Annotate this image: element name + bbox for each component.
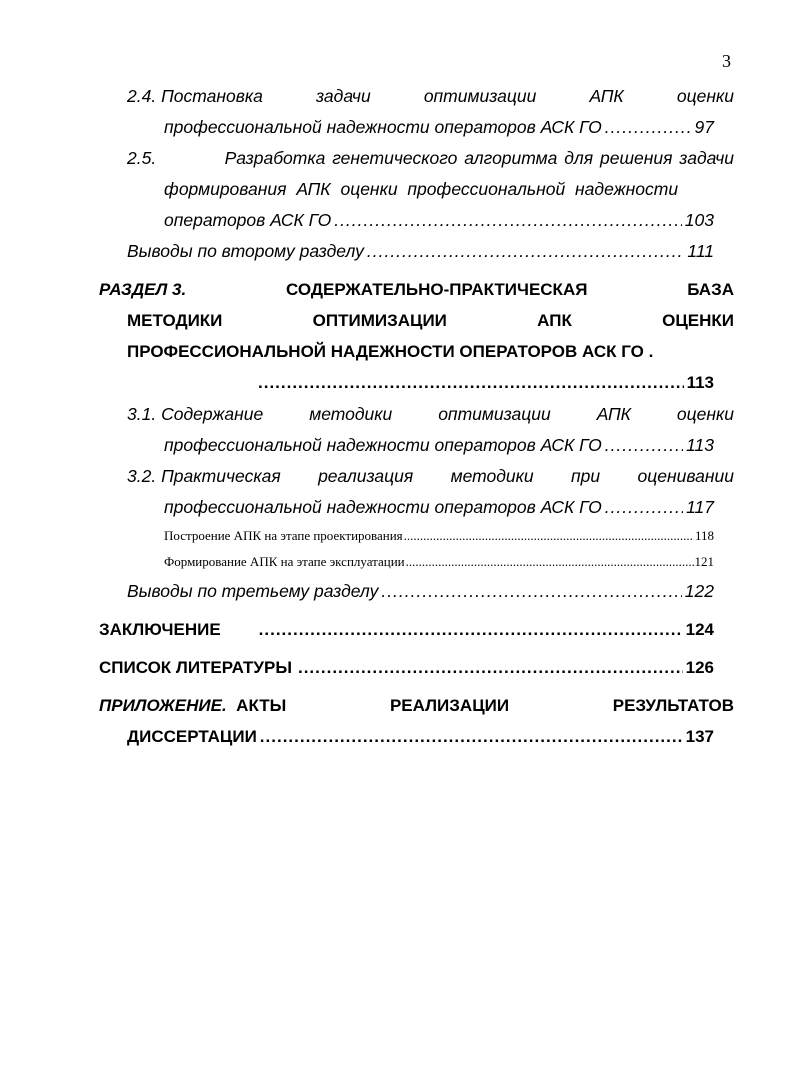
page-ref: 113 [686,435,714,455]
toc-entry-references[interactable]: СПИСОК ЛИТЕРАТУРЫ ..... 126 [99,657,714,679]
appendix-label: ПРИЛОЖЕНИЕ. [99,696,227,715]
dot-leader [404,528,694,544]
page-ref: 103 [684,210,714,230]
toc-entry-appendix-line2[interactable]: ДИССЕРТАЦИИ ..... 137 [127,726,714,748]
page-ref: 121 [694,554,714,569]
toc-entry-part-3-page [258,372,714,394]
toc-entry-3-2-line2[interactable]: профессиональной надежности операторов АСК ГО ..... 117 [164,496,714,518]
toc-entry-2-5-line1[interactable]: 2.5. Разработка генетического алгоритма для решения задачи [127,148,734,168]
toc-subentry-operation[interactable]: Формирование АПК на этапе эксплуатации ..... 121 [164,554,714,570]
dot-leader [334,209,682,231]
dot-leader [259,619,683,641]
dot-leader [258,372,684,394]
section-number: 3.2. [127,466,157,486]
page-ref: 122 [684,581,714,601]
toc-entry-conclusion[interactable]: ЗАКЛЮЧЕНИЕ ..... 124 [99,619,714,641]
dot-leader [406,554,694,570]
dot-leader [605,434,683,456]
page-ref: 97 [694,117,714,137]
toc-entry-part-3-line1[interactable]: РАЗДЕЛ 3. СОДЕРЖАТЕЛЬНО-ПРАКТИЧЕСКАЯ БАЗА [99,280,734,299]
page-ref: 137 [685,727,714,746]
toc-entry-conclusions-3[interactable]: Выводы по третьему разделу ..... 122 [127,580,714,602]
toc-entry-3-1-line2[interactable]: профессиональной надежности операторов АСК ГО ..... 113 [164,434,714,456]
toc-entry-part-3-line3: ПРОФЕССИОНАЛЬНОЙ НАДЕЖНОСТИ ОПЕРАТОРОВ АСК ГО . [127,342,654,361]
toc-entry-3-1-line1[interactable]: 3.1. Содержание методики оптимизации АПК оценки [127,404,734,424]
page-number: 3 [722,51,731,71]
page-ref: 113 [686,373,714,392]
dot-leader [381,580,681,602]
dot-leader [605,116,692,138]
dot-leader [367,240,685,262]
dot-leader [260,726,683,748]
toc-entry-2-5-line3[interactable]: операторов АСК ГО ..... 103 [164,209,714,231]
toc-entry-conclusions-2[interactable]: Выводы по второму разделу ..... 111 [127,240,714,262]
dot-leader [605,496,683,518]
toc-entry-part-3-line2: МЕТОДИКИ ОПТИМИЗАЦИИ АПК ОЦЕНКИ [127,311,734,330]
toc-subentry-design[interactable]: Построение АПК на этапе проектирования ..... 118 [164,528,714,544]
section-number: 3.1. [127,404,157,424]
page-ref: 124 [685,620,714,639]
page-ref: 111 [687,241,714,261]
part-label: РАЗДЕЛ 3. [99,280,187,299]
page-ref: 117 [686,497,714,517]
toc-entry-2-5-line2[interactable]: формирования АПК оценки профессиональной надежности [164,179,679,199]
toc-entry-2-4-line2[interactable]: профессиональной надежности операторов АСК ГО ..... 97 [164,116,714,138]
toc-entry-appendix-line1[interactable]: ПРИЛОЖЕНИЕ. АКТЫ РЕАЛИЗАЦИИ РЕЗУЛЬТАТОВ [99,696,734,715]
page-ref: 126 [685,658,714,677]
toc-entry-3-2-line1[interactable]: 3.2. Практическая реализация методики при оценивании [127,466,734,486]
toc-entry-2-4-line1[interactable]: 2.4. Постановка задачи оптимизации АПК оценки [127,86,734,106]
page-ref: 118 [694,528,714,543]
dot-leader [298,657,683,679]
section-number: 2.4. [127,86,157,106]
